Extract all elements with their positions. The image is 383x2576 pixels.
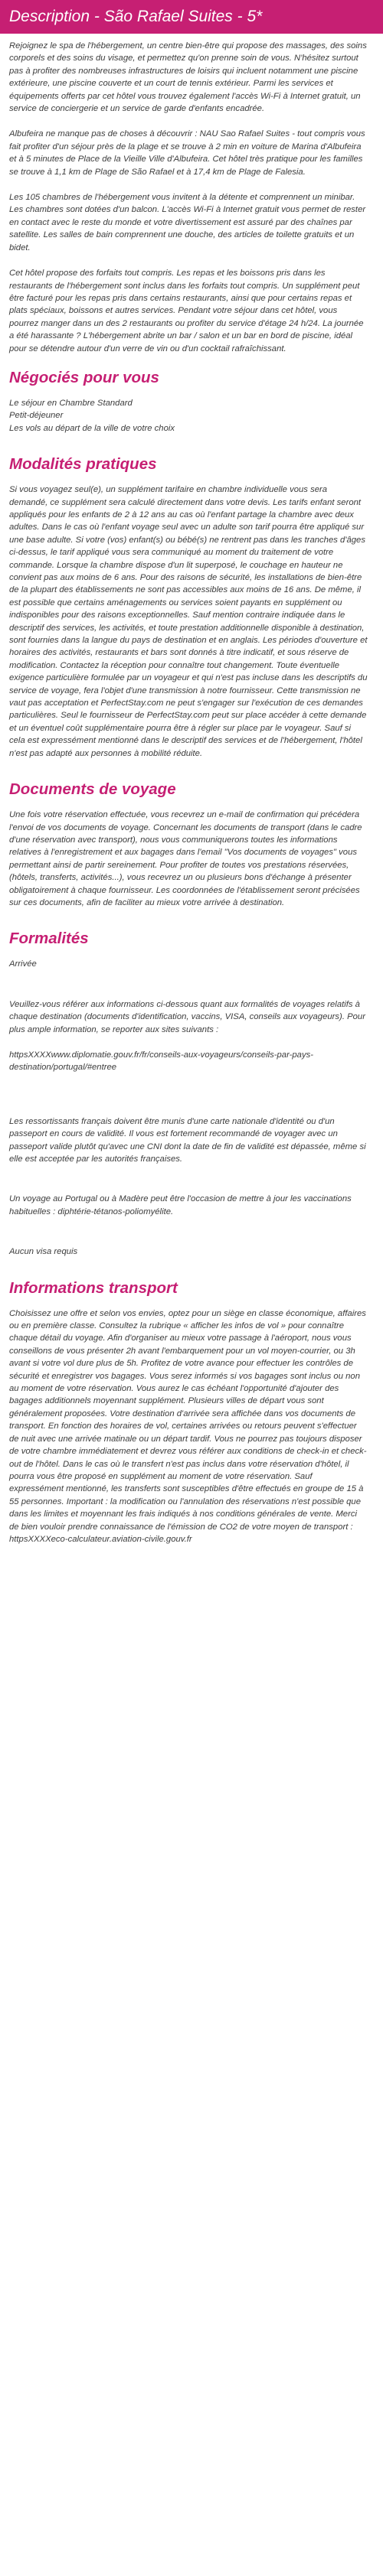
formalites-url: httpsXXXXwww.diplomatie.gouv.fr/fr/conseils-aux-voyageurs/conseils-par-pays-destination/portugal/#entree	[9, 1050, 314, 1073]
negocies-item-sejour: Le séjour en Chambre Standard	[9, 398, 133, 408]
intro-dining-paragraph: Cet hôtel propose des forfaits tout compris. Les repas et les boissons pris dans les restaurants de l'hébergement sont inclus dans les forfaits tout compris. Un supplément peut être facturé pour les repas pris dans certains restaurants, ainsi que pour certains repas et plats spéciaux, boissons et autres services. Pendant votre séjour dans cet hôtel, vous pourrez manger dans un des 2 restaurants ou profiter du service d'étage 24 h/24. La journée a été harassante ? L'hébergement abrite un bar / salon et un bar en bord de piscine, idéal pour se détendre autour d'un verre de vin ou d'un cocktail rafraîchissant.	[9, 269, 364, 353]
formalites-arrivee: Arrivée	[9, 959, 37, 969]
documents-text: Une fois votre réservation effectuée, vous recevrez un e-mail de confirmation qui précédera l'envoi de vos documents de voyage. Concernant les documents de transport (dans le cadre d'une réservation avec transport), nous vous communiquerons toutes les informations relatives à l'enregistrement et aux bagages dans l'email "Vos documents de voyages" vous permettant ainsi de partir sereinement. Pour profiter de toutes vos prestations réservées, (hôtels, transferts, activités...), vous recevrez un ou plusieurs bons d'échange à présenter obligatoirement à chaque fournisseur. Les coordonnées de l'établissement seront précisées sur ces documents, afin de faciliter au mieux votre arrivée à destination.	[9, 810, 362, 907]
formalites-ressortissants: Les ressortissants français doivent être munis d'une carte nationale d'identité ou d'un passeport en cours de validité. Il vous est fortement recommandé de voyager avec un passeport valide plutôt qu'avec une CNI dont la date de fin de validité est dépassée, même si elle est acceptée par les autorités françaises.	[9, 1116, 366, 1164]
modalites-title: Modalités pratiques	[9, 455, 157, 474]
formalites-vaccins: Un voyage au Portugal ou à Madère peut être l'occasion de mettre à jour les vaccinations habituelles : diphtérie-tétanos-poliomyélite.	[9, 1194, 352, 1216]
negocies-item-vols: Les vols au départ de la ville de votre choix	[9, 423, 175, 433]
formalites-visa: Aucun visa requis	[9, 1247, 78, 1257]
formalites-refer-text: Veuillez-vous référer aux informations ci-dessous quant aux formalités de voyages relatifs à chaque destination (documents d'identification, vaccins, VISA, conseils aux voyageurs). Pour plus ample information, se reporter aux sites suivants :	[9, 999, 365, 1034]
formalites-title: Formalités	[9, 930, 89, 948]
intro-spa-paragraph: Rejoignez le spa de l'hébergement, un centre bien-être qui propose des massages, des soins corporels et des soins du visage, et permettez qu'on prenne soin de vous. N'hésitez surtout pas à profiter des nombreuses infrastructures de loisirs qui incluent notamment une piscine extérieure, une piscine couverte et un court de tennis extérieur. Parmi les services et équipements offerts par cet hôtel vous trouvez également l'accès Wi-Fi à Internet gratuit, un service de conciergerie et un service de garde d'enfants encadrée.	[9, 41, 367, 114]
page-title: Description - São Rafael Suites - 5*	[9, 8, 263, 25]
negocies-list	[9, 397, 368, 435]
intro-location-paragraph: Albufeira ne manque pas de choses à découvrir : NAU Sao Rafael Suites - tout compris vous fait profiter d'un séjour près de la plage et se trouve à 2 min en voiture de Marina d'Albufeira et à 5 minutes de Place de la Vieille Ville d'Albufeira. Cet hôtel très pratique pour les familles se trouve à 1,1 km de Plage de São Rafael et à 17,4 km de Plage de Falesia.	[9, 129, 365, 177]
description-content	[9, 40, 368, 1558]
intro-rooms-paragraph: Les 105 chambres de l'hébergement vous invitent à la détente et comprennent un minibar. Les chambres sont dotées d'un balcon. L'accès Wi-Fi à Internet gratuit vous permet de rester en contact avec le reste du monde et votre divertissement est assuré par des chaînes par satellite. Les salles de bain comprennent une douche, des articles de toilette gratuits et un bidet.	[9, 193, 366, 252]
negocies-title: Négociés pour vous	[9, 368, 159, 386]
modalites-text: Si vous voyagez seul(e), un supplément tarifaire en chambre individuelle vous sera demandé, ce supplément sera calculé directement dans votre devis. Les tarifs enfant seront appliqués pour les enfants de 2 à 12 ans au cas où l'enfant partage la chambre avec deux adultes. Dans le cas où l'enfant voyage seul avec un adulte son tarif pourra être appliqué sur une base adulte. Si votre (vos) enfant(s) ou bébé(s) ne rentrent pas dans les tranches d'âges ci-dessus, le tarif appliqué vous sera communiqué au moment du traitement de votre commande. Lorsque la chambre dispose d'un lit superposé, le couchage en hauteur ne convient pas aux moins de 6 ans. Pour des raisons de sécurité, les installations de bien-être de la plupart des établissements ne sont pas accessibles aux moins de 16 ans. De même, il est possible que certains aménagements ou services soient payants en supplément ou indisponibles pour des raisons exceptionnelles. Sauf mention contraire indiquée dans le descriptif des services, les activités, et toute prestation additionnelle disponible à destination, sont fournies dans la langue du pays de destination et en anglais. Les périodes d'ouverture et horaires des activités, restaurants et bars sont donnés à titre indicatif, et sous réserve de modification. Contactez la réception pour connaître tout changement. Toute éventuelle exigence particulière formulée par un voyageur et qui n'est pas incluse dans les descriptifs du service de voyage, fera l'objet d'une transmission à notre fournisseur. Cette transmission ne vaut pas acceptation et PerfectStay.com ne peut s'engager sur l'exécution de ces demandes particulières. Seul le fournisseur de PerfectStay.com peut sur place accéder à cette demande et un éventuel coût supplémentaire pourra être à régler sur place par le voyageur. Sauf si cela est expressément mentionné dans le descriptif des services et de l'hébergement, l'hôtel n'est pas adapté aux personnes à mobilité réduite.	[9, 485, 368, 758]
transport-title: Informations transport	[9, 1278, 178, 1297]
documents-title: Documents de voyage	[9, 780, 176, 799]
negocies-item-petit-dejeuner: Petit-déjeuner	[9, 411, 64, 421]
transport-text: Choisissez une offre et selon vos envies, optez pour un siège en classe économique, affaires ou en première classe. Consultez la rubrique « afficher les infos de vol » pour connaître chaque détail du voyage. Afin d'organiser au mieux votre passage à l'aéroport, nous vous conseillons de vous présenter 2h avant l'embarquement pour un vol moyen-courrier, ou 3h avant si votre vol dure plus de 5h. Profitez de votre avance pour effectuer les contrôles de sécurité et enregistrer vos bagages. Vous serez informés si vos bagages sont inclus ou non au moment de votre réservation. Vous aurez le cas échéant l'opportunité d'ajouter des bagages additionnels moyennant supplément. Plusieurs villes de départ vous sont généralement proposées. Votre destination d'arrivée sera affichée dans vos documents de transport. En fonction des horaires de vol, certaines arrivées ou retours peuvent s'effectuer de nuit avec une arrivée matinale ou un départ tardif. Vous ne pourrez pas toujours disposer de votre chambre immédiatement et devrez vous référer aux conditions de check-in et check-out de l'hôtel. Dans le cas où le transfert n'est pas inclus dans votre réservation d'hôtel, il pourra vous être proposé en supplément au moment de votre réservation. Sauf expressément mentionné, les transferts sont susceptibles d'être effectués en groupe de 15 à 55 personnes. Important : la modification ou l'annulation des réservations n'est possible que dans les limites et moyennant les frais indiqués à nos conditions générales de vente. Merci de bien vouloir prendre connaissance de l'émission de CO2 de votre moyen de transport : httpsXXXXeco-calculateur.aviation-civile.gouv.fr	[9, 1308, 367, 1544]
description-header	[0, 0, 383, 34]
